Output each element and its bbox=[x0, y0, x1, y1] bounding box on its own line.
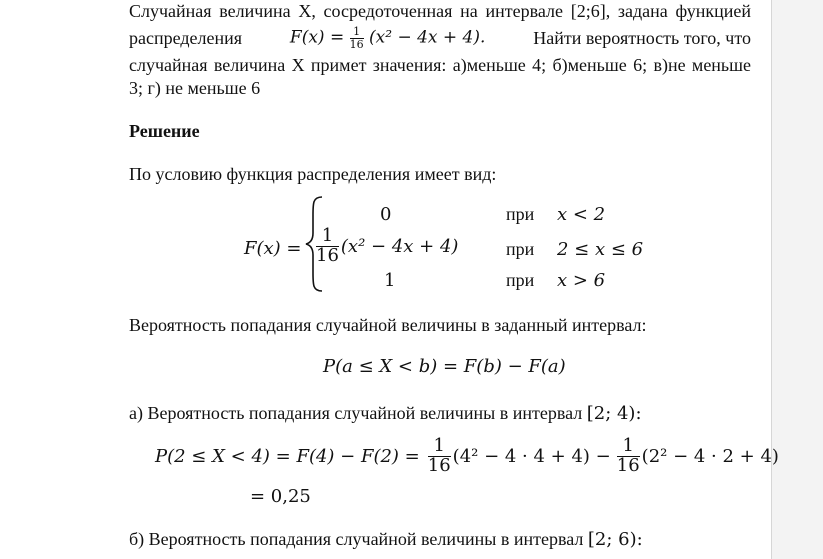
solution-heading: Решение bbox=[129, 121, 200, 141]
fraction-numerator: 1 bbox=[350, 26, 364, 39]
problem-formula bbox=[290, 26, 486, 50]
case-1-value: 0 bbox=[380, 204, 392, 225]
fraction-numerator: 1 bbox=[617, 437, 640, 457]
fraction-denominator: 16 bbox=[427, 454, 451, 476]
problem-line-2-text: распределения bbox=[129, 27, 243, 48]
fraction-denominator: 16 bbox=[349, 37, 364, 51]
problem-line-3: случайная величина X примет значения: а)меньше 4; б)меньше 6; в)не меньше bbox=[129, 55, 751, 75]
part-a-fraction-2 bbox=[617, 437, 640, 476]
case-2-value: (x² − 4x + 4) bbox=[340, 235, 459, 257]
problem-line-4: 3; г) не меньше 6 bbox=[129, 78, 261, 98]
part-a-formula bbox=[155, 437, 779, 476]
part-b-interval: [2; 6): bbox=[587, 529, 643, 550]
part-a-interval: [2; 4): bbox=[586, 403, 642, 424]
problem-formula-rhs: (x² − 4x + 4). bbox=[369, 27, 486, 48]
part-b-label: б) Вероятность попадания случайной величины в интервал bbox=[129, 529, 584, 549]
fraction-denominator: 16 bbox=[316, 244, 339, 266]
case-2-word: при bbox=[506, 239, 535, 259]
part-a-label: а) Вероятность попадания случайной величины в интервал bbox=[129, 403, 583, 423]
intro-text: По условию функция распределения имеет вид: bbox=[129, 164, 497, 184]
case-1-condition: x < 2 bbox=[557, 204, 606, 225]
case-2-condition: 2 ≤ x ≤ 6 bbox=[557, 239, 644, 260]
problem-line-2-rest: Найти вероятность того, что bbox=[533, 27, 751, 48]
problem-formula-fraction bbox=[350, 26, 364, 50]
part-a-result: = 0,25 bbox=[250, 486, 311, 507]
part-a-text bbox=[129, 401, 642, 426]
prob-formula: P(a ≤ X < b) = F(b) − F(a) bbox=[323, 356, 566, 377]
case-3-word: при bbox=[506, 270, 535, 290]
fraction-denominator: 16 bbox=[616, 454, 640, 476]
case-2-fraction bbox=[316, 227, 339, 266]
case-2-expression bbox=[316, 227, 458, 266]
part-a-expr-2: (2² − 4 · 2 + 4) bbox=[641, 445, 779, 467]
case-1-word: при bbox=[506, 204, 535, 224]
prob-text: Вероятность попадания случайной величины в заданный интервал: bbox=[129, 315, 647, 335]
piecewise-lhs: F(x) = bbox=[244, 238, 302, 259]
problem-formula-lhs: F(x) = bbox=[289, 27, 345, 48]
part-b-text bbox=[129, 527, 643, 552]
case-3-value: 1 bbox=[384, 270, 396, 291]
part-a-expr-1: (4² − 4 · 4 + 4) − bbox=[452, 445, 611, 467]
fraction-numerator: 1 bbox=[428, 437, 451, 457]
part-a-lhs: P(2 ≤ X < 4) = F(4) − F(2) = bbox=[155, 445, 420, 467]
case-3-condition: x > 6 bbox=[557, 270, 606, 291]
problem-line-2 bbox=[129, 26, 751, 50]
problem-line-1: Случайная величина X, сосредоточенная на интервале [2;6], задана функцией bbox=[129, 1, 751, 21]
part-a-fraction-1 bbox=[428, 437, 451, 476]
fraction-numerator: 1 bbox=[316, 227, 339, 247]
